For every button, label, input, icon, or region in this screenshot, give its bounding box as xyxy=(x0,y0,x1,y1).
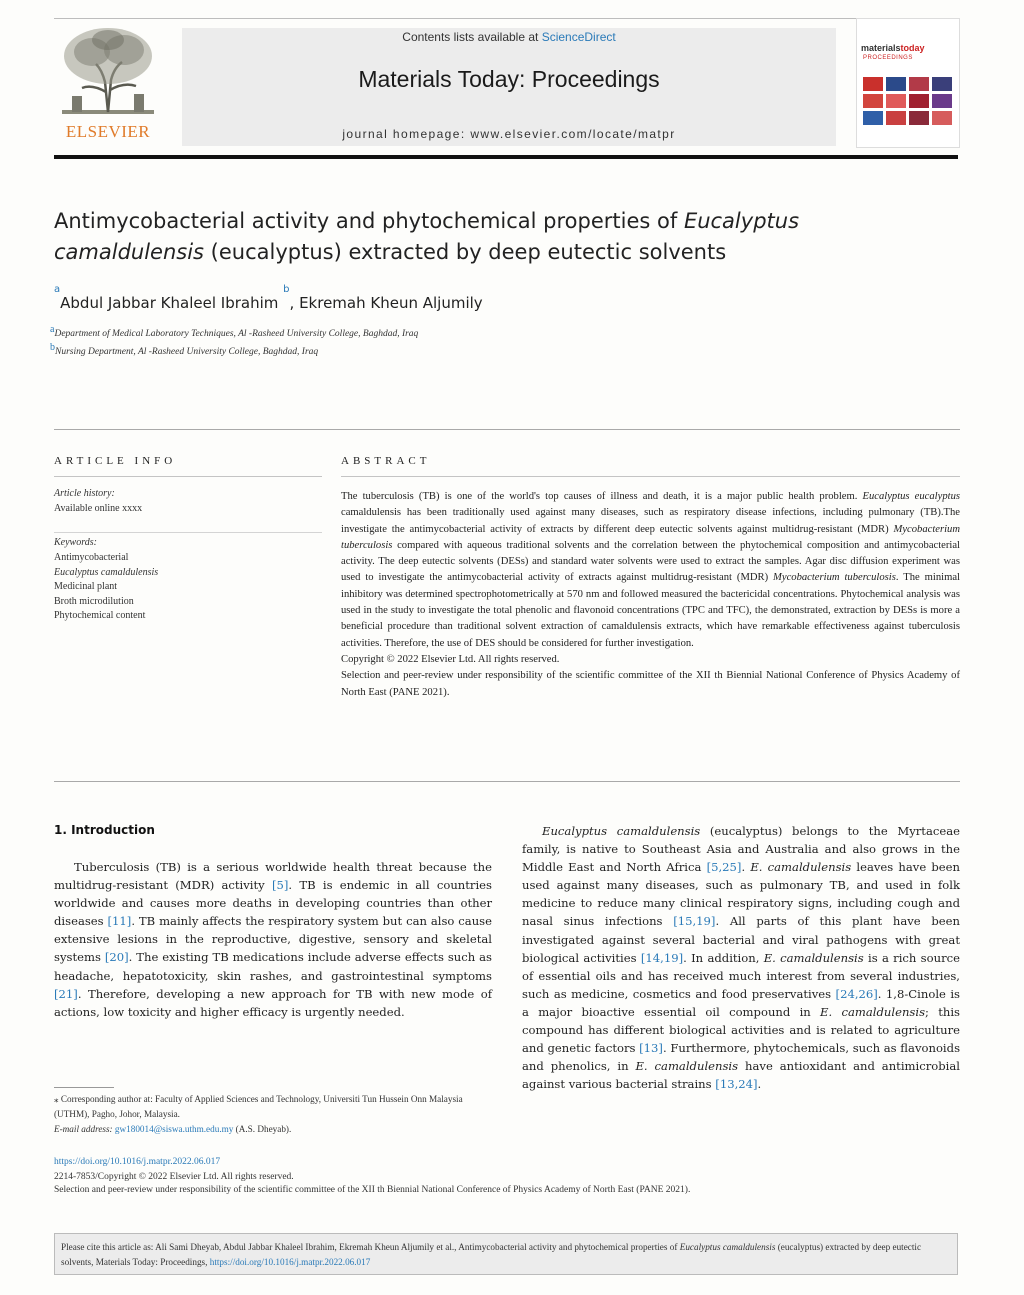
cite-prefix: Please cite this article as: Ali Sami Dheyab, Abdul Jabbar Khaleel Ibrahim, Ekremah Kheun Aljumily et al., Antimycobacterial activity and phytochemical properties of xyxy=(61,1242,680,1252)
author-list xyxy=(54,284,934,312)
homepage-link[interactable]: www.elsevier.com/locate/matpr xyxy=(470,127,676,141)
abstract-italic: Mycobacterium tuberculosis xyxy=(773,572,896,584)
email-line xyxy=(54,1122,494,1137)
abstract-heading: ABSTRACT xyxy=(341,455,431,467)
cover-tile xyxy=(909,77,929,91)
citation-link[interactable]: [21] xyxy=(54,986,78,1001)
contents-prefix: Contents lists available at xyxy=(402,30,542,44)
cover-tile xyxy=(886,111,906,125)
author-sup[interactable]: a xyxy=(54,284,61,295)
journal-homepage xyxy=(182,127,836,141)
affiliation xyxy=(50,324,650,339)
peer-review-line: Selection and peer-review under responsibility of the scientific committee of the XII th Biennial National Conference of Physics Academy of North East (PANE 2021). xyxy=(54,1185,691,1195)
info-divider xyxy=(54,532,322,533)
cover-tile xyxy=(863,111,883,125)
author-separator: , xyxy=(289,294,295,312)
corresponding-author: ⁎ Corresponding author at: Faculty of Applied Sciences and Technology, Universiti Tun Hussein Onn Malaysia (UTHM), Pagho, Johor, Malaysia. xyxy=(54,1094,463,1119)
cover-tile xyxy=(932,94,952,108)
text-segment: (eucalyptus) belongs to the Myrtaceae family, is native to Southeast Asia and Australia and also grows in the Middle East and North Africa xyxy=(522,824,960,875)
cover-title xyxy=(861,43,925,53)
cite-middle: (eucalyptus) extracted by deep eutectic solvents, Materials Today: Proceedings, xyxy=(61,1242,922,1267)
abstract-segment: compared with aqueous traditional solvents and the correlation between the phytochemical composition and antimycobacterial activity. The deep eutectic solvents (DESs) and standard water solvents were used to extract the samples. Agar disc diffusion experiment was used to investigate the antimycobacterial activity of extracts against multidrug-resistant (MDR) xyxy=(341,539,960,584)
publisher-logo-text: ELSEVIER xyxy=(65,122,151,141)
article-history-label: Article history: xyxy=(54,488,115,499)
title-part1: Antimycobacterial activity and phytochemical properties of xyxy=(54,209,684,233)
species-name: E. camaldulensis xyxy=(763,950,864,965)
text-segment: leaves have been used against many diseases, such as pulmonary TB, and used in folk medicine to reduce many clinical respiratory signs, including cough and nasal sinus infections xyxy=(522,860,960,929)
contents-line xyxy=(182,30,836,44)
cover-title-a: materials xyxy=(861,43,901,53)
keywords-label: Keywords: xyxy=(54,537,97,548)
citation-link[interactable]: [13,24] xyxy=(715,1077,758,1092)
affiliation-sup: b xyxy=(50,342,55,353)
author-name[interactable]: Ekremah Kheun Aljumily xyxy=(299,294,483,312)
keywords-list xyxy=(54,551,158,624)
article-info-heading: ARTICLE INFO xyxy=(54,455,177,467)
header-top-rule xyxy=(54,18,958,19)
author-sup[interactable]: b xyxy=(283,284,290,295)
issn-line: 2214-7853/Copyright © 2022 Elsevier Ltd. All rights reserved. xyxy=(54,1172,294,1182)
bottom-info xyxy=(54,1171,960,1197)
cover-tile xyxy=(886,94,906,108)
cover-tile xyxy=(863,94,883,108)
citation-link[interactable]: [14,19] xyxy=(640,950,684,965)
introduction-heading: 1. Introduction xyxy=(54,823,155,837)
title-part2: (eucalyptus) extracted by deep eutectic solvents xyxy=(204,240,727,264)
abstract-italic: Eucalyptus eucalyptus xyxy=(862,491,960,502)
affiliation xyxy=(50,342,650,357)
tree-logo-icon xyxy=(52,22,164,122)
info-divider xyxy=(54,476,322,477)
cover-title-b: today xyxy=(900,43,925,53)
text-segment: . xyxy=(741,860,751,875)
text-segment: is a rich source of essential oils and has received much interest from several industries, such as medicine, cosmetics and food preservatives xyxy=(522,950,960,1001)
text-segment: . xyxy=(757,1077,762,1092)
species-name: Eucalyptus camaldulensis xyxy=(542,824,701,838)
email-link[interactable]: gw180014@siswa.uthm.edu.my xyxy=(114,1124,234,1134)
cover-tile xyxy=(886,77,906,91)
section-divider xyxy=(54,781,960,782)
citation-link[interactable]: [11] xyxy=(107,914,132,929)
text-segment: . Therefore, developing a new approach for TB with new mode of actions, low toxicity and higher efficacy is urgently needed. xyxy=(54,986,492,1019)
keyword[interactable]: Broth microdilution xyxy=(54,595,134,607)
keyword[interactable]: Phytochemical content xyxy=(54,610,146,621)
text-segment: . The existing TB medications include adverse effects such as headache, hepatotoxicity, skin rashes, and gastrointestinal symptoms xyxy=(54,950,492,983)
sciencedirect-link[interactable]: ScienceDirect xyxy=(541,30,616,44)
journal-cover[interactable] xyxy=(856,18,960,148)
text-segment: have antioxidant and antimicrobial against various bacterial strains xyxy=(522,1059,960,1092)
keyword[interactable]: Eucalyptus camaldulensis xyxy=(54,566,159,578)
abstract-text xyxy=(341,489,960,701)
cite-italic: Eucalyptus camaldulensis xyxy=(679,1242,776,1252)
affiliation-text: Department of Medical Laboratory Techniques, Al -Rasheed University College, Baghdad, Iraq xyxy=(54,329,419,340)
intro-right-column xyxy=(522,822,960,1093)
species-name: E. camaldulensis xyxy=(635,1059,739,1074)
cover-tile xyxy=(909,111,929,125)
abstract-divider xyxy=(341,476,960,477)
abstract-italic: Mycobacterium tuberculosis xyxy=(341,523,960,551)
abstract-segment: . The minimal inhibitory was determined spectrophotometrically at 570 nm and followed measured the bactericidal concentrations. Phytochemical analysis was used in the study to investigate the total phenolic and flavonoid concentrations (TPC and TFC), the demonstrated, extraction by DESs is more a beneficial procedure than traditional solvent extraction of camaldulensis extracts, which have remarkable effectiveness against tuberculosis activities. Therefore, the use of DES should be considered for further investigation. xyxy=(341,572,960,649)
citation-link[interactable]: [5] xyxy=(271,878,289,893)
citation-link[interactable]: [5,25] xyxy=(706,860,742,875)
intro-paragraph xyxy=(54,858,492,1021)
affiliation-text: Nursing Department, Al -Rasheed University College, Baghdad, Iraq xyxy=(55,347,319,358)
text-segment: ; this compound has different biological activities and is related to agriculture and genetic factors xyxy=(522,1004,960,1056)
abstract-peer-review: Selection and peer-review under responsibility of the scientific committee of the XII th Biennial National Conference of Physics Academy of North East (PANE 2021). xyxy=(341,670,960,698)
homepage-prefix: journal homepage: xyxy=(342,127,471,141)
citation-link[interactable]: [15,19] xyxy=(673,914,716,929)
abstract-copyright: Copyright © 2022 Elsevier Ltd. All rights reserved. xyxy=(341,653,560,665)
title-italic: Eucalyptus camaldulensis xyxy=(54,209,800,264)
email-label: E-mail address: xyxy=(54,1124,115,1134)
intro-paragraph xyxy=(522,822,960,1093)
cover-tile xyxy=(932,111,952,125)
citation-link[interactable]: [13] xyxy=(639,1041,663,1056)
intro-left-column xyxy=(54,858,492,1021)
text-segment: . TB mainly affects the respiratory system but can also cause extensive lesions in the reproductive, digestive, sensory and skeletal systems xyxy=(54,914,492,965)
cover-subtitle: PROCEEDINGS xyxy=(863,55,913,61)
cover-tile xyxy=(863,77,883,91)
journal-title: Materials Today: Proceedings xyxy=(358,66,660,92)
species-name: E. camaldulensis xyxy=(820,1004,926,1019)
section-divider xyxy=(54,429,960,430)
text-segment: . In addition, xyxy=(683,950,764,965)
keyword[interactable]: Medicinal plant xyxy=(54,581,118,592)
abstract-segment: The tuberculosis (TB) is one of the world's top causes of illness and death, it is a major public health problem. xyxy=(341,491,863,502)
citation-link[interactable]: [24,26] xyxy=(835,986,878,1001)
cover-tile xyxy=(932,77,952,91)
author-name[interactable]: Abdul Jabbar Khaleel Ibrahim xyxy=(60,294,279,312)
cover-tile xyxy=(909,94,929,108)
text-segment: . All parts of this plant have been investigated against several bacterial and viral pathogens with great biological activities xyxy=(522,914,960,965)
species-name: E. camaldulensis xyxy=(750,860,852,875)
cover-tiles xyxy=(863,77,953,125)
email-suffix: (A.S. Dheyab). xyxy=(233,1124,292,1134)
affiliation-sup: a xyxy=(50,324,55,335)
abstract-segment: camaldulensis has been traditionally used against many diseases, such as respiratory disease infections, including pulmonary (TB).The investigate the antimycobacterial activity of extracts by different deep eutectic solvents against multidrug-resistant (MDR) xyxy=(341,507,960,535)
text-segment: . TB is endemic in all countries worldwide and causes more deaths in developing countries than other diseases xyxy=(54,878,492,929)
corresponding-footnote xyxy=(54,1092,494,1137)
citation-link[interactable]: [20] xyxy=(104,950,129,965)
cite-doi-link[interactable]: https://doi.org/10.1016/j.matpr.2022.06.017 xyxy=(209,1256,371,1267)
doi-link[interactable]: https://doi.org/10.1016/j.matpr.2022.06.017 xyxy=(54,1157,221,1167)
text-segment: Tuberculosis (TB) is a serious worldwide health threat because the multidrug-resistant (MDR) activity xyxy=(54,860,492,893)
keyword[interactable]: Antimycobacterial xyxy=(54,552,129,563)
article-title xyxy=(54,206,934,268)
article-history-value: Available online xxxx xyxy=(54,503,143,514)
elsevier-logo[interactable] xyxy=(52,22,164,146)
text-segment: . 1,8-Cinole is a major bioactive essential oil compound in xyxy=(522,986,960,1019)
citation-box xyxy=(54,1233,958,1275)
footnote-rule xyxy=(54,1087,114,1088)
text-segment: . Furthermore, phytochemicals, such as flavonoids and phenolics, in xyxy=(522,1041,961,1074)
header-bottom-rule xyxy=(54,155,958,159)
